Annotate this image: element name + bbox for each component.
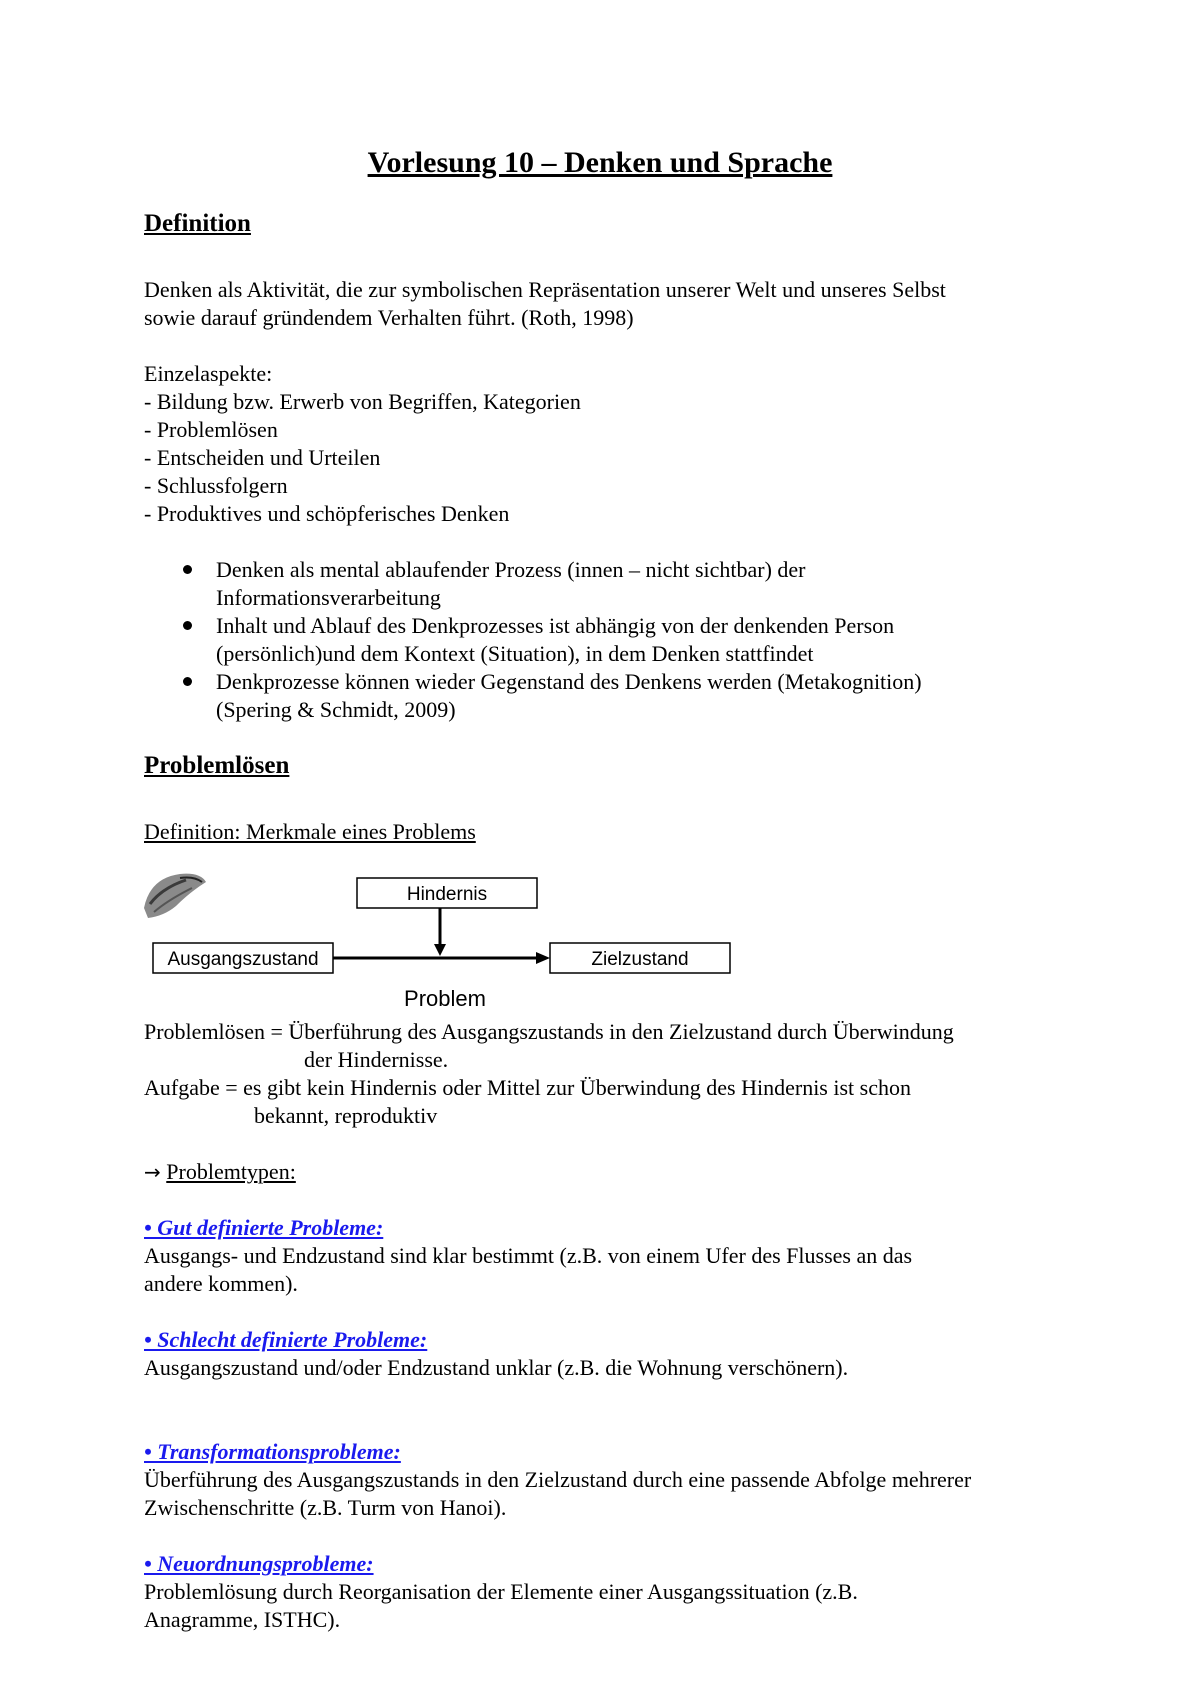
aspect-item: - Schlussfolgern [144, 473, 288, 498]
aspects-label: Einzelaspekte: [144, 361, 273, 386]
diagram-caption: Problem [404, 986, 486, 1011]
bullet-text: (persönlich)und dem Kontext (Situation), in dem Denken stattfindet [216, 641, 814, 666]
problem-type-desc: Problemlösung durch Reorganisation der Elemente einer Ausgangssituation (z.B. [144, 1579, 858, 1604]
problem-diagram [140, 868, 740, 1028]
ausgangszustand-label: Ausgangszustand [167, 949, 319, 970]
hand-pointer-icon [144, 874, 206, 918]
problem-type-name: • Gut definierte Probleme: [144, 1215, 384, 1240]
subheading-problem-definition: Definition: Merkmale eines Problems [144, 819, 476, 844]
hindernis-label: Hindernis [406, 884, 488, 905]
problem-definition-line: Aufgabe = es gibt kein Hindernis oder Mittel zur Überwindung des Hindernis ist schon [144, 1075, 911, 1100]
right-arrow-icon: → [144, 1160, 161, 1184]
problem-definition-line: Problemlösen = Überführung des Ausgangszustands in den Zielzustand durch Überwindung [144, 1019, 954, 1044]
arrow-head-right [536, 952, 550, 964]
page-title: Vorlesung 10 – Denken und Sprache [367, 146, 833, 179]
section-heading-problemloesen: Problemlösen [144, 752, 290, 779]
definition-text-line: Denken als Aktivität, die zur symbolischen Repräsentation unserer Welt und unseres Selbst [144, 277, 946, 302]
bullet-text: Inhalt und Ablauf des Denkprozesses ist abhängig von der denkenden Person [216, 613, 895, 638]
bullet-text: Denken als mental ablaufender Prozess (innen – nicht sichtbar) der [216, 557, 806, 582]
aspect-item: - Bildung bzw. Erwerb von Begriffen, Kategorien [144, 389, 581, 414]
bullet-icon [183, 565, 192, 574]
bullet-text: Denkprozesse können wieder Gegenstand des Denkens werden (Metakognition) [216, 669, 922, 694]
problem-type-name: • Transformationsprobleme: [144, 1439, 401, 1464]
problem-types-label: Problemtypen: [166, 1159, 296, 1184]
arrow-head-down [434, 944, 446, 956]
definition-text-line: sowie darauf gründendem Verhalten führt. (Roth, 1998) [144, 305, 634, 330]
problem-type-name: • Schlecht definierte Probleme: [144, 1327, 428, 1352]
problem-type-desc: andere kommen). [144, 1271, 298, 1296]
problem-type-desc: Anagramme, ISTHC). [144, 1607, 341, 1632]
problem-definition-line: der Hindernisse. [304, 1047, 449, 1072]
aspect-item: - Problemlösen [144, 417, 278, 442]
problem-definition-line: bekannt, reproduktiv [254, 1103, 438, 1128]
bullet-icon [183, 677, 192, 686]
problem-type-desc: Ausgangs- und Endzustand sind klar bestimmt (z.B. von einem Ufer des Flusses an das [144, 1243, 913, 1268]
problem-types-heading [144, 1158, 296, 1186]
section-heading-definition: Definition [144, 210, 251, 237]
bullet-text: (Spering & Schmidt, 2009) [216, 697, 456, 722]
problem-type-desc: Überführung des Ausgangszustands in den Zielzustand durch eine passende Abfolge mehrerer [144, 1467, 972, 1492]
bullet-icon [183, 621, 192, 630]
problem-type-name: • Neuordnungsprobleme: [144, 1551, 374, 1576]
problem-type-desc: Ausgangszustand und/oder Endzustand unklar (z.B. die Wohnung verschönern). [144, 1355, 849, 1380]
zielzustand-label: Zielzustand [591, 949, 689, 970]
problem-type-desc: Zwischenschritte (z.B. Turm von Hanoi). [144, 1495, 507, 1520]
aspect-item: - Produktives und schöpferisches Denken [144, 501, 510, 526]
aspect-item: - Entscheiden und Urteilen [144, 445, 381, 470]
bullet-text: Informationsverarbeitung [216, 585, 441, 610]
